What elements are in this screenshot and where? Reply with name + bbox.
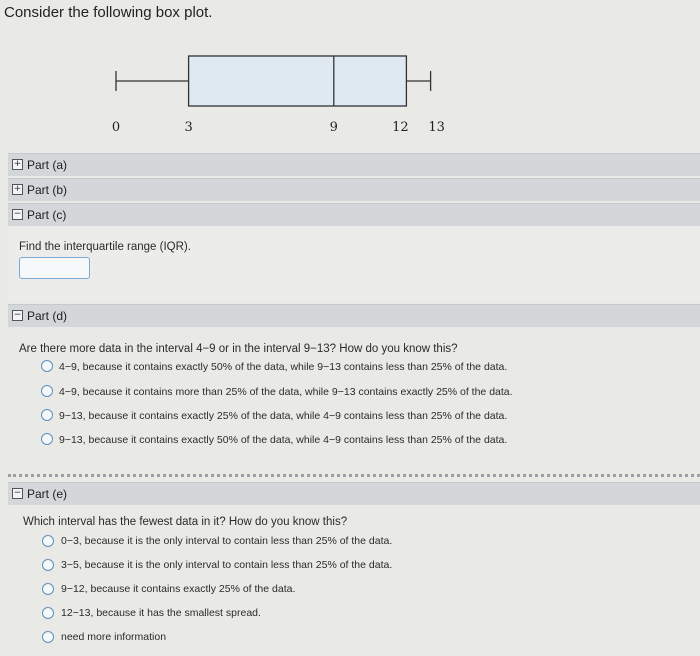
part-e-option-5-radio[interactable]: [42, 631, 54, 643]
iqr-box: [189, 56, 407, 106]
part-e-option-4-label[interactable]: 12−13, because it has the smallest spread.: [61, 607, 261, 619]
part-e-option-3-label[interactable]: 9−12, because it contains exactly 25% of the data.: [61, 583, 296, 595]
part-d-option-1-radio[interactable]: [41, 360, 53, 372]
tick-label: 9: [329, 120, 338, 135]
part-d-question: Are there more data in the interval 4−9 or in the interval 9−13? How do you know this?: [19, 343, 458, 355]
part-c-label: Part (c): [27, 208, 67, 222]
part-e-option-2-radio[interactable]: [42, 559, 54, 571]
part-c-body: [8, 227, 700, 301]
part-e-question: Which interval has the fewest data in it? How do you know this?: [23, 516, 348, 528]
tick-label: 13: [428, 120, 445, 135]
part-d-option-1-label[interactable]: 4−9, because it contains exactly 50% of the data, while 9−13 contains less than 25% of the data.: [59, 361, 508, 373]
part-d-option-2-radio[interactable]: [41, 385, 53, 397]
expand-icon[interactable]: +: [13, 159, 22, 169]
part-d-label: Part (d): [27, 309, 68, 323]
tick-label: 0: [111, 120, 121, 135]
part-e-label: Part (e): [27, 487, 68, 501]
part-b-label: Part (b): [27, 183, 68, 197]
part-e-header[interactable]: [8, 482, 700, 505]
tick-label: 12: [392, 120, 409, 135]
page-title: Consider the following box plot.: [4, 4, 213, 21]
part-d-option-3-radio[interactable]: [41, 409, 53, 421]
part-e-option-2-label[interactable]: 3−5, because it is the only interval to contain less than 25% of the data.: [61, 559, 393, 571]
expand-icon[interactable]: +: [13, 184, 22, 194]
part-d-option-4-label[interactable]: 9−13, because it contains exactly 50% of the data, while 4−9 contains less than 25% of the data.: [59, 434, 508, 446]
part-e-option-3-radio[interactable]: [42, 583, 54, 595]
part-a-label: Part (a): [27, 158, 68, 172]
section-divider: [8, 474, 700, 477]
box-plot: [0, 30, 700, 145]
part-d-option-2-label[interactable]: 4−9, because it contains more than 25% of the data, while 9−13 contains exactly 25% of the data.: [59, 386, 513, 398]
part-b-header[interactable]: [8, 178, 700, 201]
part-a-header[interactable]: [8, 153, 700, 176]
part-c-question: Find the interquartile range (IQR).: [19, 241, 191, 253]
tick-label: 3: [184, 120, 193, 135]
collapse-icon[interactable]: −: [13, 310, 22, 320]
part-d-option-3-label[interactable]: 9−13, because it contains exactly 25% of the data, while 4−9 contains less than 25% of the data.: [59, 410, 508, 422]
part-e-option-1-label[interactable]: 0−3, because it is the only interval to contain less than 25% of the data.: [61, 535, 393, 547]
collapse-icon[interactable]: −: [13, 488, 22, 498]
part-c-header[interactable]: [8, 203, 700, 226]
iqr-answer-input[interactable]: [19, 257, 90, 279]
part-e-option-1-radio[interactable]: [42, 535, 54, 547]
part-d-option-4-radio[interactable]: [41, 433, 53, 445]
part-e-option-5-label[interactable]: need more information: [61, 631, 167, 643]
part-e-option-4-radio[interactable]: [42, 607, 54, 619]
part-d-header[interactable]: [8, 304, 700, 327]
collapse-icon[interactable]: −: [13, 209, 22, 219]
